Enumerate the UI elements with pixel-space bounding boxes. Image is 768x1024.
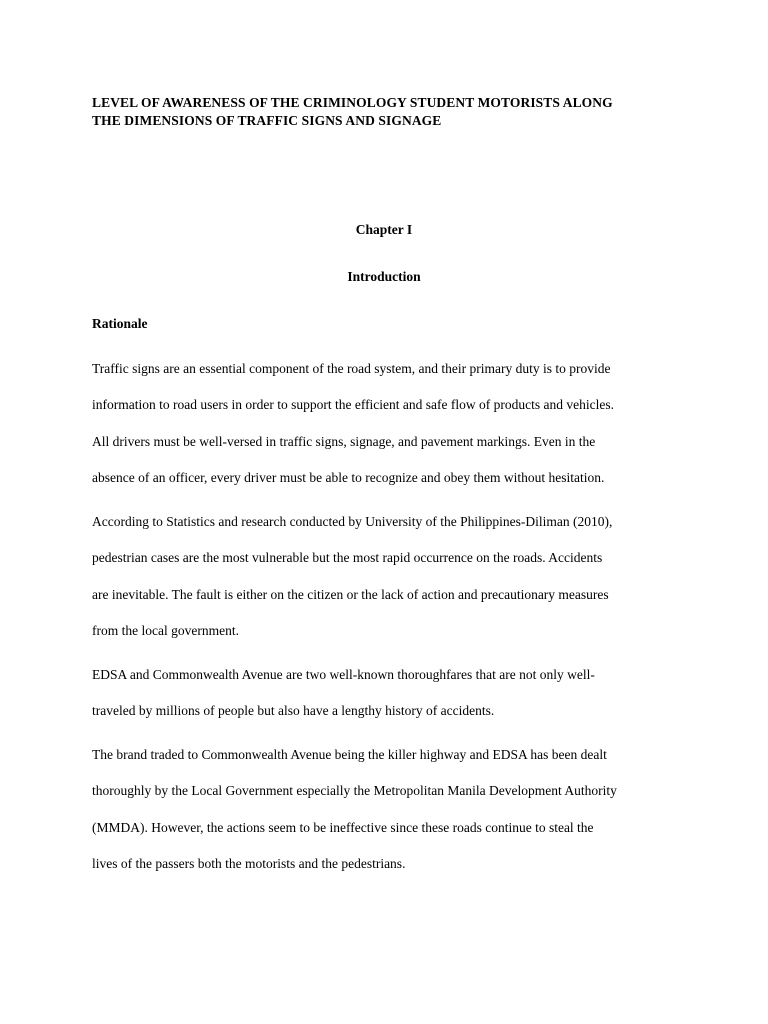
- text-line: are inevitable. The fault is either on the citizen or the lack of action and precautionary measures: [92, 586, 609, 602]
- paragraph: [92, 513, 692, 658]
- title-line: LEVEL OF AWARENESS OF THE CRIMINOLOGY STUDENT MOTORISTS ALONG: [92, 95, 613, 110]
- text-line: The brand traded to Commonwealth Avenue being the killer highway and EDSA has been dealt: [92, 747, 607, 762]
- section-heading-rationale: Rationale: [92, 316, 148, 331]
- paragraph: [92, 746, 692, 891]
- text-line: All drivers must be well-versed in traffic signs, signage, and pavement markings. Even in the: [92, 433, 596, 449]
- title-line: THE DIMENSIONS OF TRAFFIC SIGNS AND SIGNAGE: [92, 113, 442, 128]
- text-line: absence of an officer, every driver must be able to recognize and obey them without hesitation.: [92, 469, 605, 485]
- text-line: information to road users in order to support the efficient and safe flow of products and vehicles.: [92, 397, 614, 413]
- text-line: thoroughly by the Local Government especially the Metropolitan Manila Development Authority: [92, 783, 617, 799]
- text-line: (MMDA). However, the actions seem to be ineffective since these roads continue to steal the: [92, 819, 594, 835]
- chapter-title: Introduction: [347, 269, 421, 284]
- text-line: from the local government.: [92, 622, 239, 638]
- document-title: [92, 94, 692, 130]
- paragraph: [92, 360, 692, 505]
- text-line: Traffic signs are an essential component of the road system, and their primary duty is to provide: [92, 361, 611, 376]
- text-line: lives of the passers both the motorists and the pedestrians.: [92, 855, 406, 871]
- text-line: traveled by millions of people but also have a lengthy history of accidents.: [92, 703, 495, 719]
- text-line: pedestrian cases are the most vulnerable but the most rapid occurrence on the roads. Accidents: [92, 550, 603, 566]
- chapter-heading: Chapter I: [355, 222, 413, 237]
- text-line: EDSA and Commonwealth Avenue are two well-known thoroughfares that are not only well-: [92, 667, 595, 682]
- paragraph: [92, 666, 692, 739]
- text-line: According to Statistics and research conducted by University of the Philippines-Diliman (2010),: [92, 514, 613, 529]
